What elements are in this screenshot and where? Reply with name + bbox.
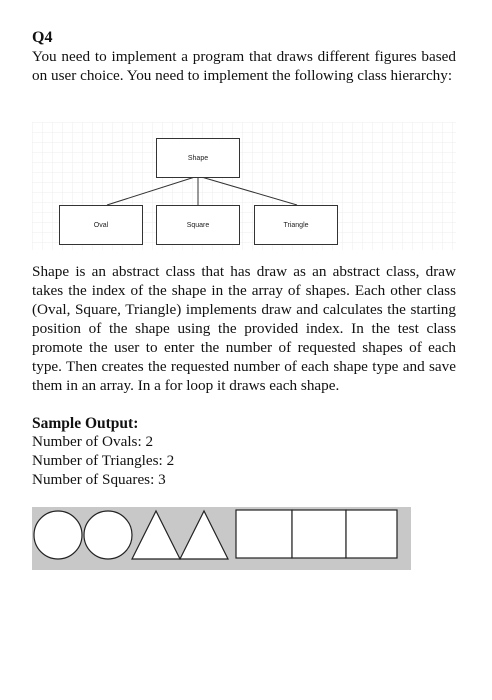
sample-output-line: Number of Triangles: 2: [32, 452, 175, 469]
triangle-shape: [180, 511, 228, 559]
sample-output-title: Sample Output:: [32, 415, 139, 432]
square-shape: [346, 510, 397, 558]
question-number: Q4: [32, 29, 53, 46]
square-shape: [236, 510, 292, 558]
triangle-shape: [132, 511, 180, 559]
oval-class-box: [59, 205, 143, 245]
sample-output-line: Number of Squares: 3: [32, 471, 166, 488]
square-class-box: [156, 205, 240, 245]
question-description: Shape is an abstract class that has draw as an abstract class, draw takes the index of the shape in the array of shapes. Each other class (Oval, Square, Triangle) implements draw and calculates the starting position of the shape using the provided index. In the test class promote the user to enter the number of requested shapes of each type. Then creates the requested number of each shape type and save them in an array. In a for loop it draws each shape.: [32, 263, 456, 394]
drawn-shapes-output: [32, 507, 411, 570]
question-intro: You need to implement a program that draws different figures based on user choice. You need to implement the following class hierarchy:: [32, 48, 456, 84]
oval-shape: [34, 511, 82, 559]
triangle-class-label: Triangle: [283, 221, 309, 229]
shape-class-box: [156, 138, 240, 178]
square-shape: [292, 510, 346, 558]
sample-output-line: Number of Ovals: 2: [32, 433, 154, 450]
triangle-class-box: [254, 205, 338, 245]
class-hierarchy-diagram: [32, 122, 456, 250]
shape-class-label: Shape: [187, 154, 209, 162]
oval-class-label: Oval: [93, 221, 109, 229]
oval-shape: [84, 511, 132, 559]
square-class-label: Square: [186, 221, 210, 229]
